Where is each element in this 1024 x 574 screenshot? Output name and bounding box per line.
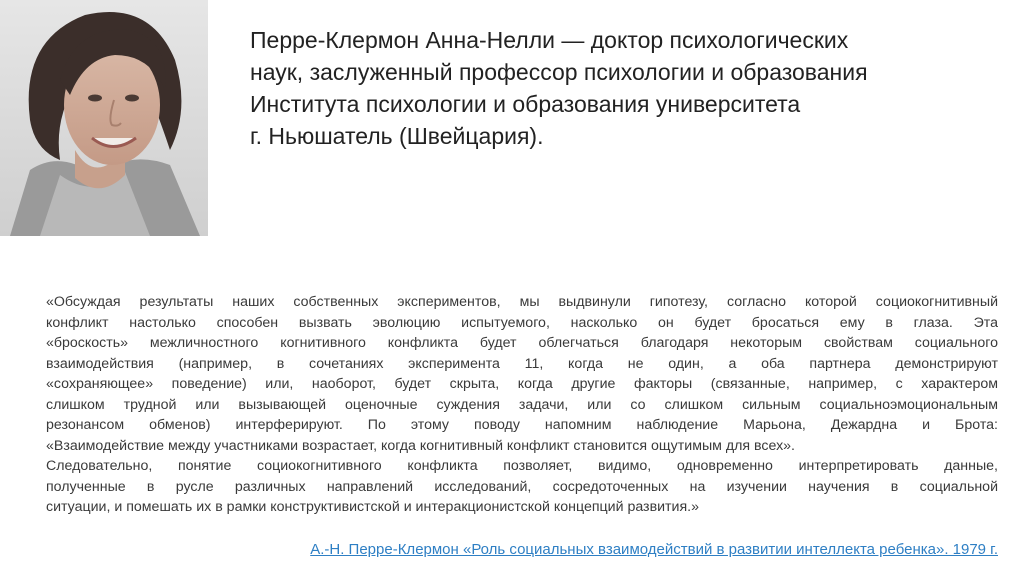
portrait-photo xyxy=(0,0,208,236)
bio-line: г. Ньюшатель (Швейцария). xyxy=(250,123,544,149)
quote-line: слишком трудной или вызывающей оценочные суждения задачи, или со слишком сильным социальноэмоциональным xyxy=(46,396,998,413)
quote-line: «сохраняющее» поведение) или, наоборот, будет скрыта, когда другие факторы (связанные, например, с характером xyxy=(46,376,998,392)
quote-line: резонансом обменов) интерферируют. По этому поводу напомним наблюдение Марьона, Дежардна и Брота: xyxy=(46,417,998,433)
bio-text xyxy=(250,24,990,152)
bio-line: Перре-Клермон Анна-Нелли — доктор психологических xyxy=(250,27,849,53)
citation-link[interactable]: А.-Н. Перре-Клермон «Роль социальных взаимодействий в развитии интеллекта ребенка». 1979 г. xyxy=(310,541,998,558)
quote-line: конфликт настолько способен вызвать эволюцию испытуемого, насколько он будет бросаться ему в глаза. Эта xyxy=(46,314,998,331)
quote-line: Следовательно, понятие социокогнитивного конфликта позволяет, видимо, одновременно интерпретировать данные, xyxy=(46,458,998,474)
quote-line: «Обсуждая результаты наших собственных экспериментов, мы выдвинули гипотезу, согласно которой социокогнитивный xyxy=(46,294,998,310)
quote-line: полученные в русле различных направлений исследований, сосредоточенных на изучении научения в социальной xyxy=(46,478,998,495)
quote-line: ситуации, и помешать их в рамки конструктивистской и интеракционистской концепций развития.» xyxy=(46,499,699,515)
bio-line: Института психологии и образования университета xyxy=(250,91,801,117)
bio-line: наук, заслуженный профессор психологии и образования xyxy=(250,59,868,85)
quote-line: взаимодействия (например, в сочетаниях эксперимента 11, когда не один, а оба партнера демонстрируют xyxy=(46,355,998,372)
quote-line: «Взаимодействие между участниками возрастает, когда когнитивный конфликт становится ощутимым для всех». xyxy=(46,437,796,454)
portrait-photo-icon xyxy=(0,0,208,236)
quote-block xyxy=(46,292,998,518)
quote-line: «броскость» межличностного когнитивного конфликта будет облегчаться благодаря некоторым свойствам социального xyxy=(46,335,998,351)
